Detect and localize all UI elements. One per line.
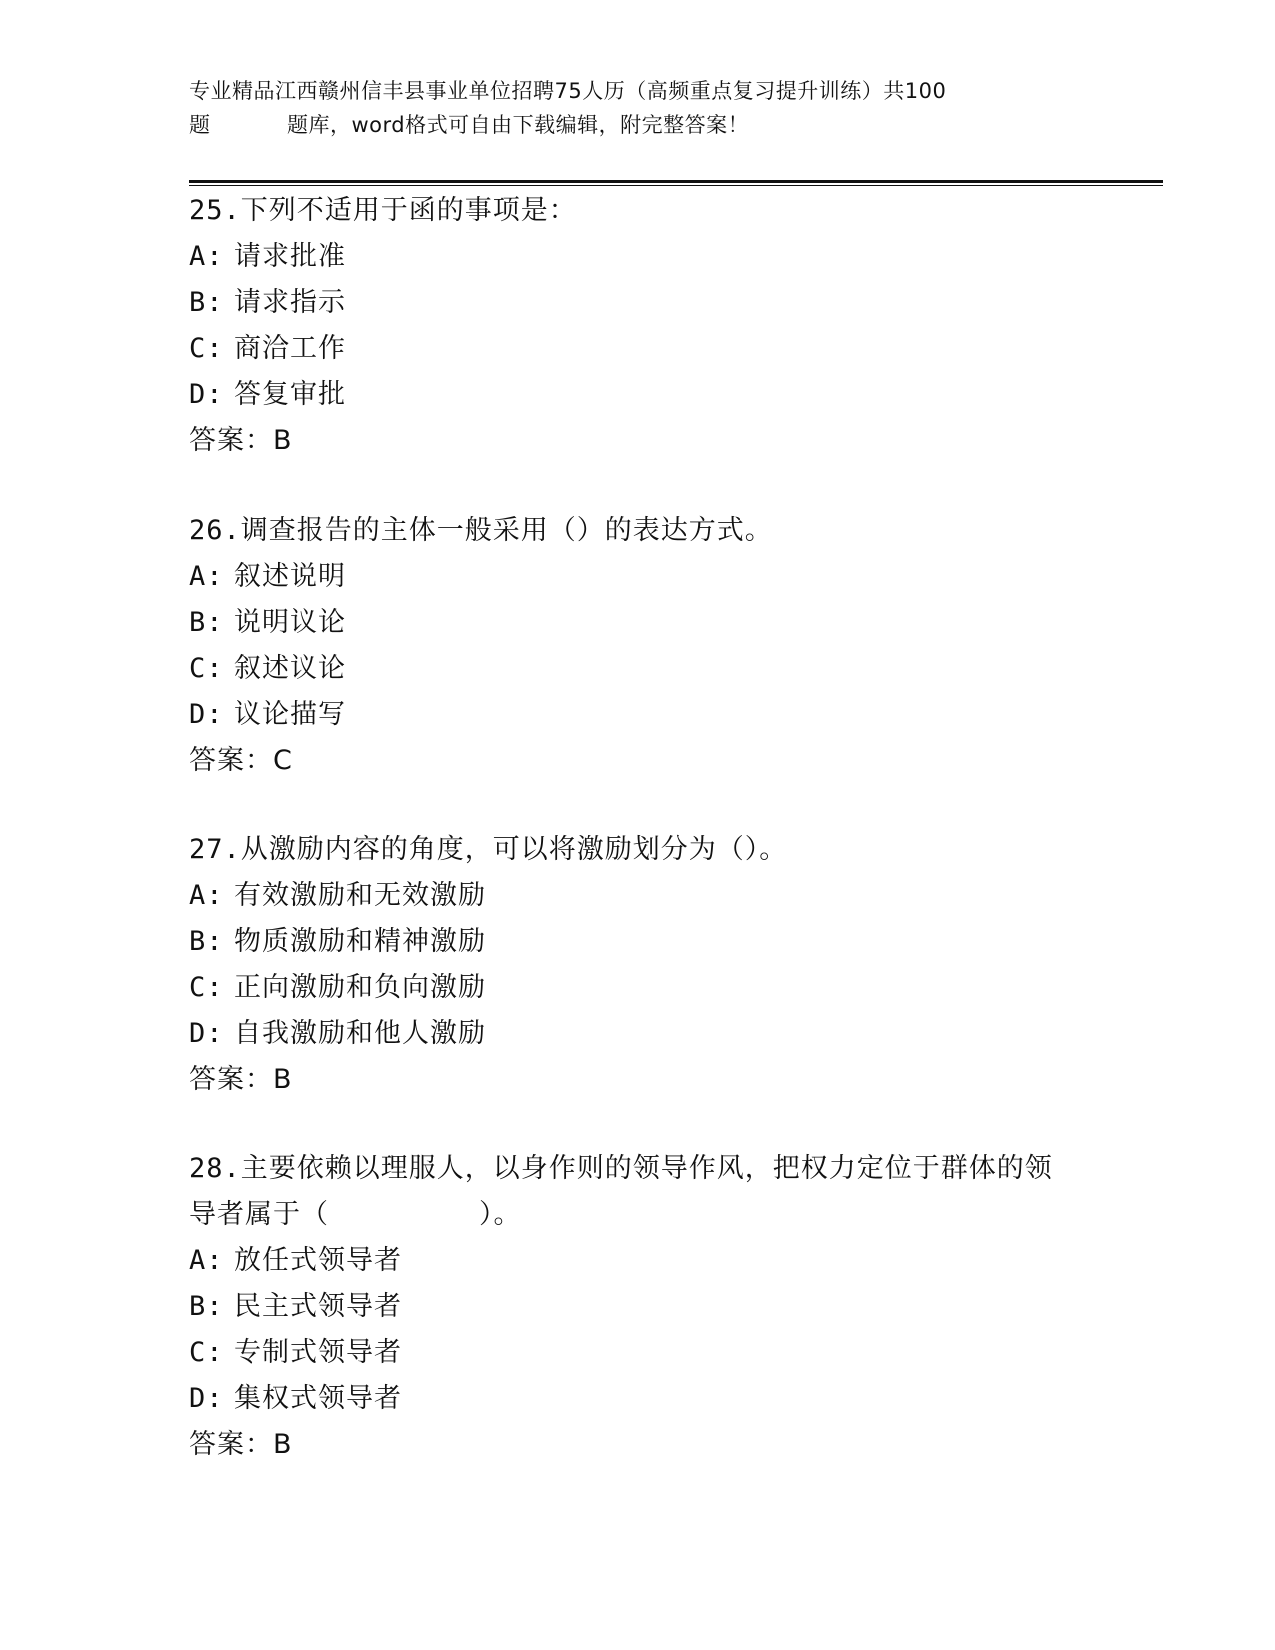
option-text: 请求指示 bbox=[234, 287, 346, 318]
option-letter: D: bbox=[189, 1018, 224, 1049]
question-27 bbox=[189, 827, 1139, 1103]
option-b bbox=[189, 919, 1139, 965]
header-subtitle: 题库，word格式可自由下载编辑，附完整答案！ bbox=[287, 113, 750, 137]
question-stem: 26.调查报告的主体一般采用（）的表达方式。 bbox=[189, 515, 773, 546]
question-stem-fragment: 导者属于（ bbox=[189, 1199, 329, 1230]
answer-label: 答案： bbox=[189, 745, 273, 776]
header-title-line-1: 专业精品江西赣州信丰县事业单位招聘75人历（高频重点复习提升训练）共100 bbox=[189, 79, 947, 103]
option-letter: C: bbox=[189, 972, 224, 1003]
question-stem: 25.下列不适用于函的事项是： bbox=[189, 195, 577, 226]
option-d bbox=[189, 1011, 1139, 1057]
option-text: 说明议论 bbox=[234, 607, 346, 638]
document-header bbox=[189, 74, 1089, 142]
option-text: 集权式领导者 bbox=[234, 1383, 402, 1414]
option-letter: A: bbox=[189, 241, 224, 272]
option-letter: A: bbox=[189, 561, 224, 592]
answer-value: B bbox=[273, 425, 292, 456]
header-title-line-2 bbox=[189, 108, 1089, 142]
answer-label: 答案： bbox=[189, 425, 273, 456]
option-b bbox=[189, 600, 1139, 646]
option-letter: B: bbox=[189, 1291, 224, 1322]
option-a bbox=[189, 554, 1139, 600]
answer-line bbox=[189, 418, 1139, 464]
option-c bbox=[189, 646, 1139, 692]
option-letter: B: bbox=[189, 926, 224, 957]
option-text: 叙述说明 bbox=[234, 561, 346, 592]
question-28 bbox=[189, 1146, 1139, 1468]
question-stem-fragment: ）。 bbox=[479, 1199, 522, 1230]
header-title-fragment: 题 bbox=[189, 113, 211, 137]
answer-label: 答案： bbox=[189, 1064, 273, 1095]
option-b bbox=[189, 280, 1139, 326]
option-text: 议论描写 bbox=[234, 699, 346, 730]
option-text: 民主式领导者 bbox=[234, 1291, 402, 1322]
answer-line bbox=[189, 1422, 1139, 1468]
option-letter: A: bbox=[189, 880, 224, 911]
question-stem: 27.从激励内容的角度，可以将激励划分为（）。 bbox=[189, 834, 788, 865]
option-d bbox=[189, 372, 1139, 418]
option-letter: C: bbox=[189, 1337, 224, 1368]
option-text: 物质激励和精神激励 bbox=[234, 926, 486, 957]
option-letter: C: bbox=[189, 333, 224, 364]
option-text: 叙述议论 bbox=[234, 653, 346, 684]
option-text: 答复审批 bbox=[234, 379, 346, 410]
option-d bbox=[189, 692, 1139, 738]
option-letter: D: bbox=[189, 699, 224, 730]
option-d bbox=[189, 1376, 1139, 1422]
option-c bbox=[189, 326, 1139, 372]
option-letter: D: bbox=[189, 1383, 224, 1414]
answer-value: B bbox=[273, 1429, 292, 1460]
option-text: 请求批准 bbox=[234, 241, 346, 272]
option-letter: B: bbox=[189, 287, 224, 318]
option-c bbox=[189, 1330, 1139, 1376]
option-c bbox=[189, 965, 1139, 1011]
question-26 bbox=[189, 508, 1139, 784]
option-text: 放任式领导者 bbox=[234, 1245, 402, 1276]
option-a bbox=[189, 1238, 1139, 1284]
question-stem-line-1: 28.主要依赖以理服人，以身作则的领导作风，把权力定位于群体的领 bbox=[189, 1153, 1053, 1184]
answer-line bbox=[189, 738, 1139, 784]
answer-label: 答案： bbox=[189, 1429, 273, 1460]
option-b bbox=[189, 1284, 1139, 1330]
option-letter: D: bbox=[189, 379, 224, 410]
question-stem-line-2 bbox=[189, 1192, 1139, 1238]
question-25 bbox=[189, 188, 1139, 464]
option-a bbox=[189, 234, 1139, 280]
header-divider bbox=[189, 180, 1163, 186]
option-letter: A: bbox=[189, 1245, 224, 1276]
option-text: 有效激励和无效激励 bbox=[234, 880, 486, 911]
option-letter: B: bbox=[189, 607, 224, 638]
option-text: 专制式领导者 bbox=[234, 1337, 402, 1368]
option-text: 自我激励和他人激励 bbox=[234, 1018, 486, 1049]
option-letter: C: bbox=[189, 653, 224, 684]
option-a bbox=[189, 873, 1139, 919]
option-text: 正向激励和负向激励 bbox=[234, 972, 486, 1003]
option-text: 商洽工作 bbox=[234, 333, 346, 364]
header-divider-thin bbox=[189, 185, 1163, 186]
answer-value: C bbox=[273, 745, 292, 776]
answer-line bbox=[189, 1057, 1139, 1103]
answer-value: B bbox=[273, 1064, 292, 1095]
